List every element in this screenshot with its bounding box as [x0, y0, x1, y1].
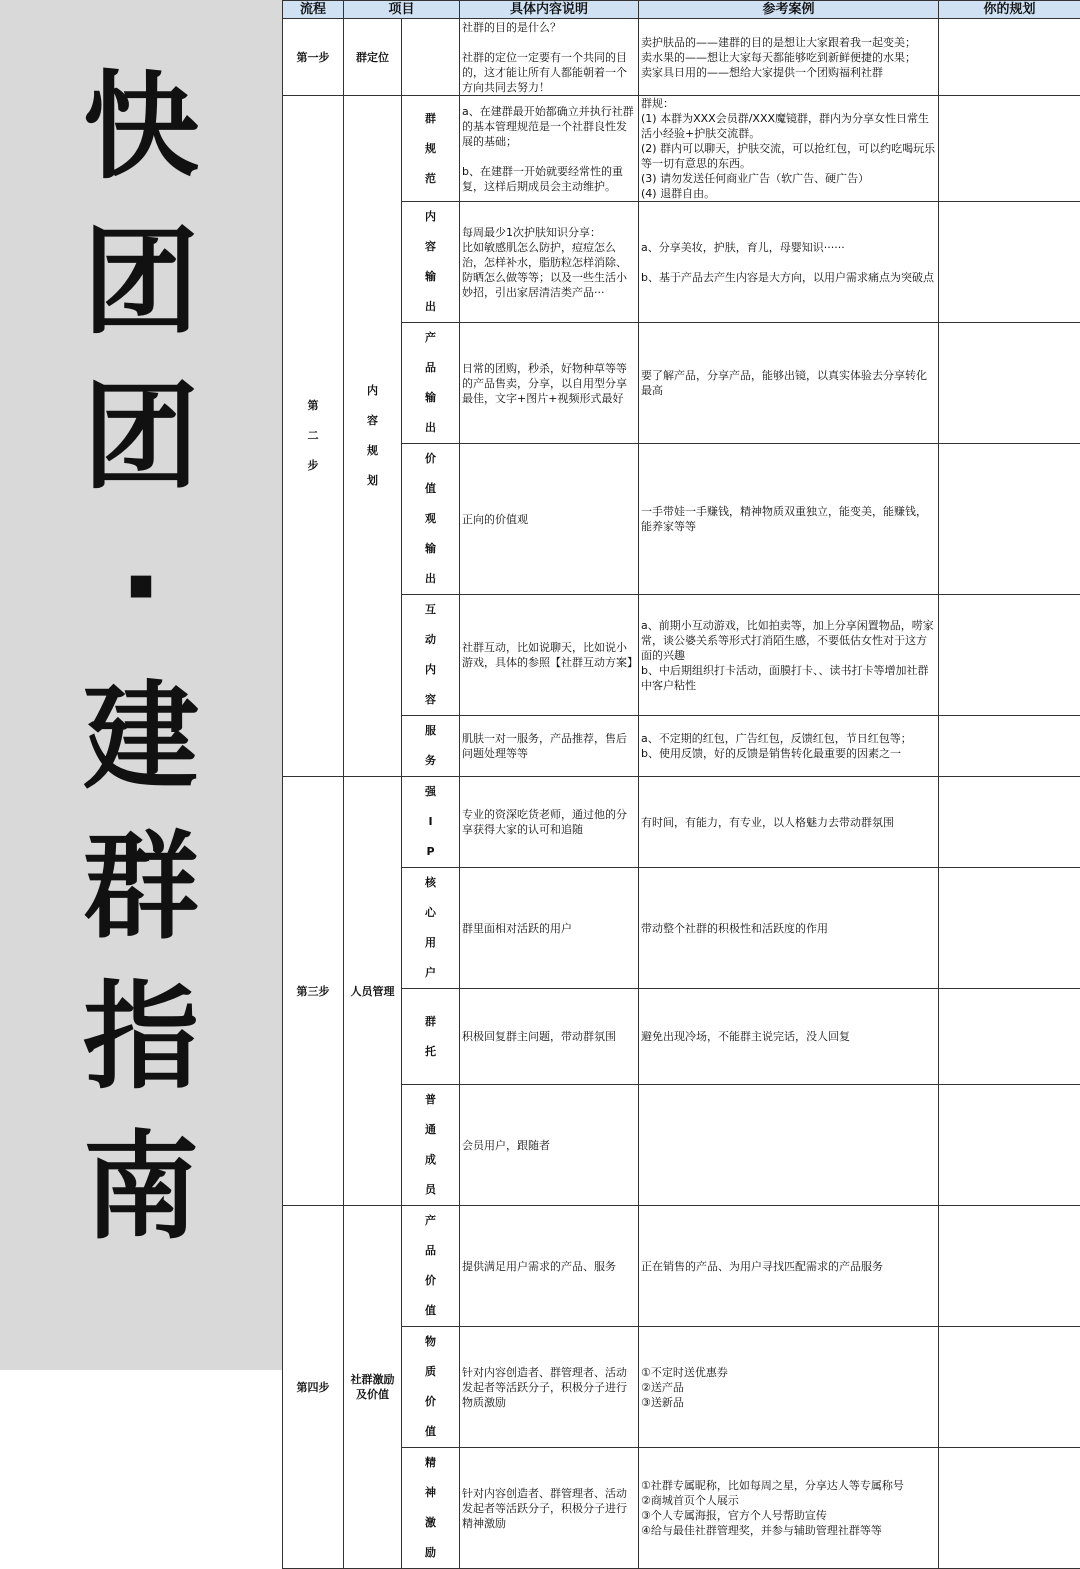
- step-label: 第一步: [283, 19, 344, 96]
- plan-cell[interactable]: [939, 777, 1080, 868]
- title-char: 团: [0, 380, 282, 496]
- sub-item-label: 服 务: [402, 716, 460, 777]
- example-cell: 群规： (1) 本群为XXX会员群/XXX魔镜群，群内为分享女性日常生活小经验+护肤交流群。 (2) 群内可以聊天，护肤交流，可以抢红包，可以约吃喝玩乐等一切有意思的东西。 (3) 请勿发送任何商业广告（软广告、硬广告） (4) 退群自由。: [639, 96, 939, 202]
- sub-item-label: 产 品 价 值: [402, 1206, 460, 1327]
- table-row: [283, 444, 1080, 595]
- table-row: [283, 1206, 1080, 1327]
- plan-cell[interactable]: [939, 19, 1080, 96]
- step-label: 第四步: [283, 1206, 344, 1569]
- title-char: 指: [0, 980, 282, 1096]
- plan-cell[interactable]: [939, 1085, 1080, 1206]
- table-row: [283, 202, 1080, 323]
- guide-table: [282, 0, 1080, 1569]
- plan-cell[interactable]: [939, 716, 1080, 777]
- table-row: [283, 96, 1080, 202]
- table-row: [283, 595, 1080, 716]
- detail-cell: 专业的资深吃货老师，通过他的分享获得大家的认可和追随: [460, 777, 639, 868]
- guide-spreadsheet: [282, 0, 1080, 1370]
- detail-cell: 日常的团购，秒杀，好物种草等等的产品售卖，分享，以自用型分享最佳，文字+图片+视频形式最好: [460, 323, 639, 444]
- sub-item-label: 物 质 价 值: [402, 1327, 460, 1448]
- plan-cell[interactable]: [939, 868, 1080, 989]
- example-cell: 避免出现冷场，不能群主说完话，没人回复: [639, 989, 939, 1085]
- example-cell: ①社群专属昵称，比如每周之星，分享达人等专属称号 ②商城首页个人展示 ③个人专属海报，官方个人号帮助宣传 ④给与最佳社群管理奖，并参与辅助管理社群等等: [639, 1448, 939, 1569]
- title-sidebar: [0, 0, 282, 1370]
- detail-cell: 积极回复群主问题，带动群氛围: [460, 989, 639, 1085]
- table-row: [283, 1327, 1080, 1448]
- example-cell: 有时间，有能力，有专业，以人格魅力去带动群氛围: [639, 777, 939, 868]
- detail-cell: 会员用户，跟随者: [460, 1085, 639, 1206]
- detail-cell: 提供满足用户需求的产品、服务: [460, 1206, 639, 1327]
- header-process: 流程: [283, 1, 344, 19]
- sub-item-label: 群 托: [402, 989, 460, 1085]
- table-row: [283, 1448, 1080, 1569]
- detail-cell: 肌肤一对一服务，产品推荐，售后问题处理等等: [460, 716, 639, 777]
- table-row: [283, 323, 1080, 444]
- example-cell: [639, 1085, 939, 1206]
- example-cell: 带动整个社群的积极性和活跃度的作用: [639, 868, 939, 989]
- header-project: 项目: [344, 1, 460, 19]
- header-plan: 你的规划: [939, 1, 1080, 19]
- plan-cell[interactable]: [939, 323, 1080, 444]
- example-cell: a、前期小互动游戏，比如拍卖等，加上分享闲置物品，唠家常，谈公婆关系等形式打消陌生感，不要低估女性对于这方面的兴趣 b、中后期组织打卡活动，面膜打卡、、读书打卡等增加社群中客户粘性: [639, 595, 939, 716]
- sub-item-label: 群 规 范: [402, 96, 460, 202]
- detail-cell: 每周最少1次护肤知识分享： 比如敏感肌怎么防护，痘痘怎么治，怎样补水，脂肪粒怎样消除、防晒怎么做等等；以及一些生活小妙招，引出家居清洁类产品···: [460, 202, 639, 323]
- project-label: 内 容 规 划: [344, 96, 402, 777]
- sub-item-label: 内 容 输 出: [402, 202, 460, 323]
- detail-cell: 正向的价值观: [460, 444, 639, 595]
- title-char: 建: [0, 680, 282, 796]
- title-char: ·: [0, 530, 282, 646]
- header-row: [283, 1, 1080, 19]
- sub-item-label: 强 I P: [402, 777, 460, 868]
- example-cell: a、分享美妆，护肤，育儿，母婴知识······ b、基于产品去产生内容是大方向，以用户需求痛点为突破点: [639, 202, 939, 323]
- sub-item-label: 精 神 激 励: [402, 1448, 460, 1569]
- step-label: 第 二 步: [283, 96, 344, 777]
- sub-item-label: 价 值 观 输 出: [402, 444, 460, 595]
- plan-cell[interactable]: [939, 1206, 1080, 1327]
- example-cell: a、不定期的红包，广告红包，反馈红包，节日红包等； b、使用反馈，好的反馈是销售转化最重要的因素之一: [639, 716, 939, 777]
- title-char: 南: [0, 1130, 282, 1246]
- step-label: 第三步: [283, 777, 344, 1206]
- plan-cell[interactable]: [939, 96, 1080, 202]
- example-cell: 正在销售的产品、为用户寻找匹配需求的产品服务: [639, 1206, 939, 1327]
- table-row: [283, 716, 1080, 777]
- project-label: 群定位: [344, 19, 402, 96]
- detail-cell: 群里面相对活跃的用户: [460, 868, 639, 989]
- plan-cell[interactable]: [939, 1327, 1080, 1448]
- example-cell: 一手带娃一手赚钱，精神物质双重独立，能变美，能赚钱，能养家等等: [639, 444, 939, 595]
- detail-cell: a、在建群最开始都确立并执行社群的基本管理规范是一个社群良性发展的基础； b、在建群一开始就要经常性的重复，这样后期成员会主动维护。: [460, 96, 639, 202]
- example-cell: 要了解产品，分享产品，能够出镜，以真实体验去分享转化最高: [639, 323, 939, 444]
- table-row: [283, 989, 1080, 1085]
- detail-cell: 针对内容创造者、群管理者、活动发起者等活跃分子，积极分子进行精神激励: [460, 1448, 639, 1569]
- detail-cell: 社群的目的是什么？ 社群的定位一定要有一个共同的目的，这才能让所有人都能朝着一个方向共同去努力！: [460, 19, 639, 96]
- table-row: [283, 868, 1080, 989]
- plan-cell[interactable]: [939, 989, 1080, 1085]
- title-char: 快: [0, 70, 282, 186]
- project-label: 社群激励及价值: [344, 1206, 402, 1569]
- sub-item-label: 互 动 内 容: [402, 595, 460, 716]
- plan-cell[interactable]: [939, 1448, 1080, 1569]
- detail-cell: 针对内容创造者、群管理者、活动发起者等活跃分子，积极分子进行物质激励: [460, 1327, 639, 1448]
- header-detail: 具体内容说明: [460, 1, 639, 19]
- example-cell: ①不定时送优惠券 ②送产品 ③送新品: [639, 1327, 939, 1448]
- title-char: 群: [0, 830, 282, 946]
- header-example: 参考案例: [639, 1, 939, 19]
- project-label: 人员管理: [344, 777, 402, 1206]
- table-row: [283, 19, 1080, 96]
- plan-cell[interactable]: [939, 444, 1080, 595]
- sub-item-empty: [402, 19, 460, 96]
- title-char: 团: [0, 225, 282, 341]
- plan-cell[interactable]: [939, 595, 1080, 716]
- detail-cell: 社群互动，比如说聊天，比如说小游戏，具体的参照【社群互动方案】: [460, 595, 639, 716]
- sub-item-label: 普 通 成 员: [402, 1085, 460, 1206]
- table-row: [283, 1085, 1080, 1206]
- example-cell: 卖护肤品的——建群的目的是想让大家跟着我一起变美； 卖水果的——想让大家每天都能够吃到新鲜便捷的水果； 卖家具日用的——想给大家提供一个团购福利社群: [639, 19, 939, 96]
- plan-cell[interactable]: [939, 202, 1080, 323]
- sub-item-label: 核 心 用 户: [402, 868, 460, 989]
- sub-item-label: 产 品 输 出: [402, 323, 460, 444]
- table-row: [283, 777, 1080, 868]
